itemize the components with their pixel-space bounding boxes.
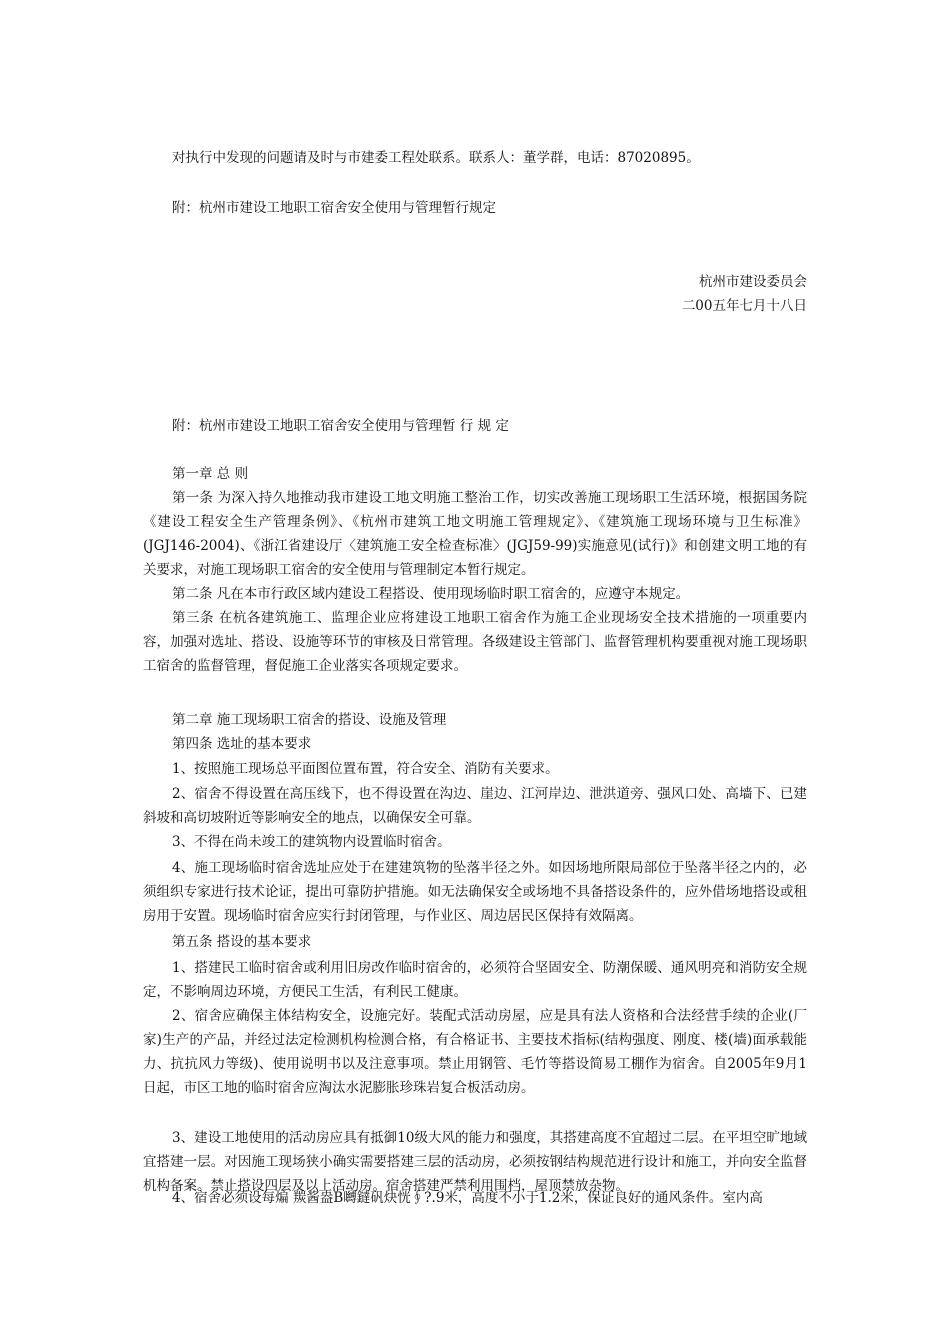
- article-4-item-1: 1、按照施工现场总平面图位置布置，符合安全、消防有关要求。: [172, 761, 559, 777]
- attachment-line: 附：杭州市建设工地职工宿舍安全使用与管理暂行规定: [172, 200, 496, 216]
- article-2: 第二条 凡在本市行政区域内建设工程搭设、使用现场临时职工宿舍的，应遵守本规定。: [172, 586, 690, 602]
- article-5-item-1: 1、搭建民工临时宿舍或利用旧房改作临时宿舍的，必须符合坚固安全、防潮保暖、通风明亮和消防安全规定，不影响周边环境，方便民工生活，有利民工健康。: [143, 960, 807, 1000]
- article-4-item-4: 4、施工现场临时宿舍选址应处于在建建筑物的坠落半径之外。如因场地所限局部位于坠落半径之内的，必须组织专家进行技术论证，提出可靠防护措施。如无法确保安全或场地不具备搭设条件的，应外借场地搭设或租房用于安置。现场临时宿舍应实行封闭管理，与作业区、周边居民区保持有效隔离。: [143, 860, 807, 924]
- article-3: 第三条 在杭各建筑施工、监理企业应将建设工地职工宿舍作为施工企业现场安全技术措施的一项重要内容，加强对选址、搭设、设施等环节的审核及日常管理。各级建设主管部门、监督管理机构要重视对施工现场职工宿舍的监督管理，督促施工企业落实各项规定要求。: [143, 610, 807, 674]
- article-4-item-2: 2、宿舍不得设置在高压线下，也不得设置在沟边、崖边、江河岸边、泄洪道旁、强风口处、高墙下、已建斜坡和高切坡附近等影响安全的地点，以确保安全可靠。: [143, 786, 807, 826]
- article-5-heading: 第五条 搭设的基本要求: [172, 934, 312, 950]
- signature-date: 二00五年七月十八日: [681, 298, 807, 314]
- article-5-item-4: 4、宿舍必须设每煸 羰酱盎Β嚩鐽矾炔恍∮?.9米，高度不小于1.2米，保证良好的通风条件。室内高: [172, 1190, 763, 1206]
- article-5-item-3: 3、建设工地使用的活动房应具有抵御10级大风的能力和强度，其搭建高度不宜超过二层。在平坦空旷地域宜搭建一层。对因施工现场狭小确实需要搭建三层的活动房，必须按钢结构规范进行设计和施工，并向安全监督机构备案。禁止搭设四层及以上活动房。宿舍搭建严禁利用围档，屋顶禁放杂物。: [143, 1130, 807, 1194]
- signature-org: 杭州市建设委员会: [699, 274, 807, 290]
- article-1: 第一条 为深入持久地推动我市建设工地文明施工整治工作，切实改善施工现场职工生活环境，根据国务院《建设工程安全生产管理条例》、《杭州市建筑工地文明施工管理规定》、《建筑施工现场环境与卫生标准》(JGJ146-2004)、《浙江省建设厅〈建筑施工安全检查标准〉(JGJ59-99)实施意见(试行)》和创建文明工地的有关要求，对施工现场职工宿舍的安全使用与管理制定本暂行规定。: [143, 490, 807, 578]
- contact-line: 对执行中发现的问题请及时与市建委工程处联系。联系人：董学群，电话：87020895。: [172, 150, 700, 166]
- article-5-item-2: 2、宿舍应确保主体结构安全，设施完好。装配式活动房屋，应是具有法人资格和合法经营手续的企业(厂家)生产的产品，并经过法定检测机构检测合格，有合格证书、主要技术指标(结构强度、刚度、楼(墙)面承载能力、抗抗风力等级)、使用说明书以及注意事项。禁止用钢管、毛竹等搭设简易工棚作为宿舍。自2005年9月1日起，市区工地的临时宿舍应淘汰水泥膨胀珍珠岩复合板活动房。: [143, 1008, 807, 1096]
- chapter2-heading: 第二章 施工现场职工宿舍的搭设、设施及管理: [172, 712, 447, 728]
- article-4-item-3: 3、不得在尚未竣工的建筑物内设置临时宿舍。: [172, 834, 451, 850]
- attachment-title: 附：杭州市建设工地职工宿舍安全使用与管理暂 行 规 定: [172, 418, 509, 434]
- article-4-heading: 第四条 选址的基本要求: [172, 736, 312, 752]
- chapter1-heading: 第一章 总 则: [172, 466, 249, 482]
